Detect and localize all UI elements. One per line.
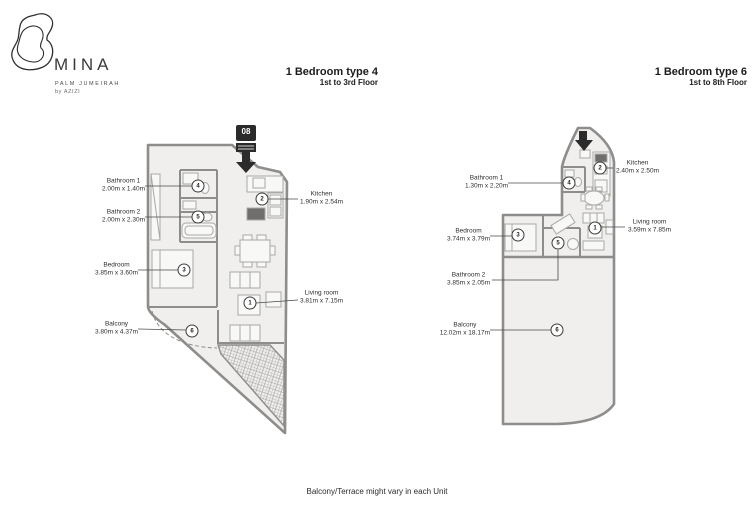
footer-disclaimer: Balcony/Terrace might vary in each Unit	[306, 487, 448, 496]
label-bedroom: Bedroom 3.85m x 3.60m	[95, 261, 138, 277]
room-marker-kitchen: 2	[594, 162, 607, 175]
label-bathroom1: Bathroom 1 1.30m x 2.20m	[465, 174, 508, 190]
floorplan-type4-drawing	[95, 120, 345, 450]
room-marker-bathroom2: 5	[192, 211, 205, 224]
floorplan-type6	[440, 120, 690, 440]
room-marker-bathroom1: 4	[192, 180, 205, 193]
label-living: Living room 3.59m x 7.85m	[628, 218, 671, 234]
room-marker-living: 1	[589, 222, 602, 235]
label-bathroom1: Bathroom 1 2.00m x 1.40m	[102, 177, 145, 193]
label-bathroom2: Bathroom 2 3.85m x 2.05m	[447, 271, 490, 287]
plan1-subtitle: 1st to 3rd Floor	[319, 78, 378, 88]
label-bathroom2: Bathroom 2 2.00m x 2.30m	[102, 208, 145, 224]
terrace-hatched-area	[218, 345, 284, 426]
plan2-title: 1 Bedroom type 6	[654, 66, 747, 78]
plan2-title-block	[547, 66, 747, 88]
room-marker-bathroom1: 4	[563, 177, 576, 190]
room-marker-bedroom: 3	[512, 229, 525, 242]
room-marker-bathroom2: 5	[552, 237, 565, 250]
unit-number-badge: 08	[241, 127, 251, 136]
room-marker-living: 1	[244, 297, 257, 310]
room-marker-bedroom: 3	[178, 264, 191, 277]
room-marker-balcony: 6	[186, 325, 199, 338]
brand-logo-icon	[6, 10, 60, 80]
label-balcony: Balcony 3.80m x 4.37m	[95, 320, 138, 336]
label-bedroom: Bedroom 3.74m x 3.79m	[447, 227, 490, 243]
plan2-subtitle: 1st to 8th Floor	[689, 78, 747, 88]
room-marker-balcony: 6	[551, 324, 564, 337]
brand-byline: by AZIZI	[55, 89, 81, 95]
floorplan-type4	[95, 120, 345, 450]
label-balcony: Balcony 12.02m x 18.17m	[439, 321, 490, 337]
room-marker-kitchen: 2	[256, 193, 269, 206]
label-kitchen: Kitchen 1.90m x 2.54m	[300, 190, 343, 206]
plan1-title-block	[178, 66, 378, 88]
label-living: Living room 3.81m x 7.15m	[300, 289, 343, 305]
plan1-title: 1 Bedroom type 4	[285, 66, 378, 78]
brand-name: MINA	[54, 55, 113, 74]
label-kitchen: Kitchen 2.40m x 2.50m	[616, 159, 659, 175]
brand-tagline: PALM JUMEIRAH	[55, 81, 121, 87]
